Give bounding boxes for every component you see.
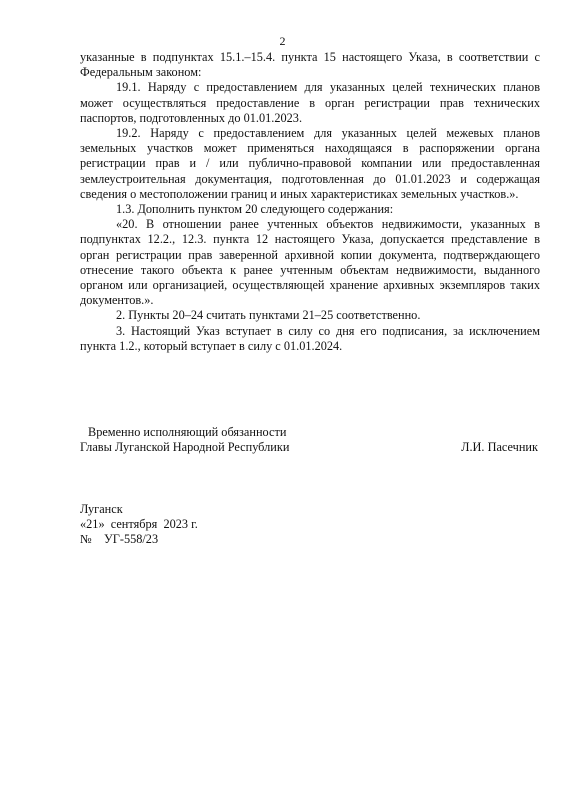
- decree-number: № УГ-558/23: [80, 532, 159, 547]
- place-date-block: [80, 502, 198, 548]
- signature-row: [80, 440, 540, 455]
- paragraph-19-2: 19.2. Наряду с предоставлением для указанных целей межевых планов земельных участков может применяться находящаяся в распоряжении органа регистрации прав и / или публично-правовой компании или предоставленная землеустроительная документация, подготовленная до 01.01.2023 и содержащая сведения о местоположении границ и иных характеристиках земельных участков.».: [80, 126, 540, 201]
- signing-date: «21» сентября 2023 г.: [80, 517, 198, 532]
- signatory-name: Л.И. Пасечник: [461, 440, 538, 455]
- paragraph-19-1: 19.1. Наряду с предоставлением для указанных целей технических планов может осуществляться предоставление в орган регистрации прав технических паспортов, подготовленных до 01.01.2023.: [80, 80, 540, 125]
- paragraph-3: 3. Настоящий Указ вступает в силу со дня его подписания, за исключением пункта 1.2., который вступает в силу с 01.01.2024.: [80, 323, 540, 353]
- signatory-position-line2: Главы Луганской Народной Республики: [80, 440, 290, 455]
- place-of-signing: Луганск: [80, 502, 123, 516]
- paragraph-continuation: указанные в подпунктах 15.1.–15.4. пункта 15 настоящего Указа, в соответствии с Федеральным законом:: [80, 50, 540, 80]
- signatory-position-line1: Временно исполняющий обязанности: [88, 425, 287, 439]
- paragraph-2: 2. Пункты 20–24 считать пунктами 21–25 соответственно.: [116, 308, 421, 323]
- decree-body: [80, 50, 540, 354]
- paragraph-20-quote: «20. В отношении ранее учтенных объектов недвижимости, указанных в подпунктах 12.2., 12.3. пункта 12 настоящего Указа, допускается представление в орган регистрации прав заверенной архивной копии документа, подтверждающего отнесение такого объекта к ранее учтенным объектам недвижимости, выданного органом или организацией, осуществляющей хранение архивных экземпляров таких документов.».: [80, 217, 540, 308]
- signature-block: [80, 425, 540, 455]
- paragraph-1-3: 1.3. Дополнить пунктом 20 следующего содержания:: [116, 202, 394, 217]
- page-number: 2: [279, 34, 286, 48]
